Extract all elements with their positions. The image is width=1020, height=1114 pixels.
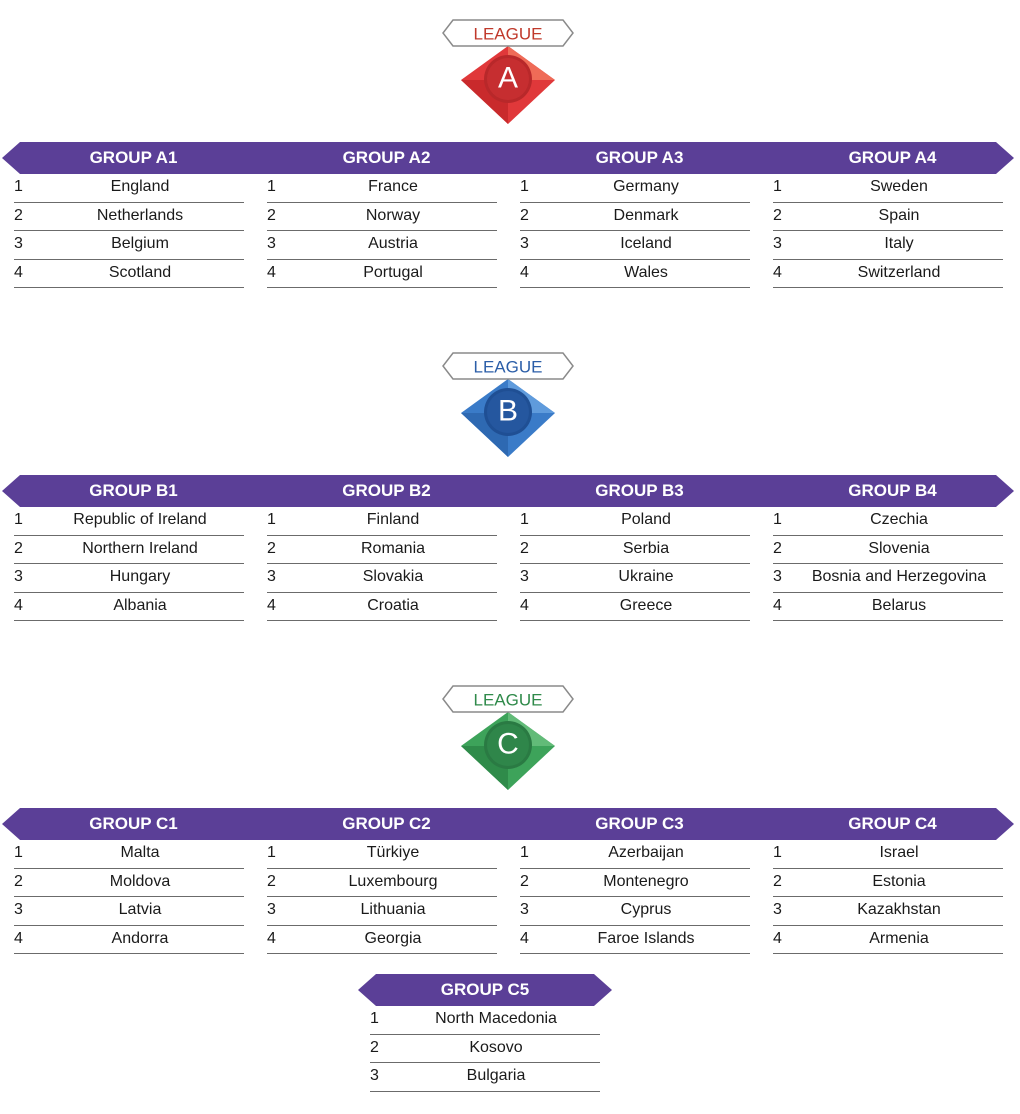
team-name: Andorra (111, 929, 169, 947)
position: 1 (773, 178, 782, 195)
group-a4-title: GROUP A4 (848, 148, 937, 167)
group-c5-title: GROUP C5 (440, 980, 530, 999)
table-row (14, 564, 244, 593)
position: 3 (773, 901, 782, 918)
position: 3 (267, 568, 276, 585)
league-b-letter: B (497, 394, 519, 428)
team-name: Switzerland (857, 263, 941, 281)
position: 4 (267, 929, 276, 947)
team-name: North Macedonia (435, 1010, 557, 1027)
table-row (520, 840, 750, 869)
position: 1 (14, 511, 23, 528)
position: 4 (14, 929, 23, 947)
team-name: Armenia (869, 929, 929, 947)
table-row (773, 536, 1003, 565)
group-c5-table (370, 1006, 600, 1092)
table-row (520, 507, 750, 536)
position: 2 (14, 206, 23, 224)
table-row (14, 260, 244, 289)
team-name: Iceland (620, 235, 672, 252)
table-row (14, 203, 244, 232)
table-row (520, 897, 750, 926)
table-row (773, 203, 1003, 232)
league-a-emblem (437, 18, 579, 130)
table-row (773, 564, 1003, 593)
table-row (370, 1063, 600, 1092)
group-c2-title: GROUP C2 (342, 814, 431, 833)
team-name: Netherlands (96, 206, 184, 224)
group-a4-table (773, 174, 1003, 288)
team-name: Poland (621, 511, 671, 528)
group-c5-band (358, 974, 612, 1006)
group-c1-title: GROUP C1 (89, 814, 178, 833)
table-row (773, 897, 1003, 926)
table-row (773, 926, 1003, 955)
position: 3 (267, 235, 276, 252)
table-row (267, 507, 497, 536)
group-c2-table (267, 840, 497, 954)
group-c1-table (14, 840, 244, 954)
position: 3 (520, 235, 529, 252)
position: 1 (14, 844, 23, 861)
table-row (267, 174, 497, 203)
team-name: Estonia (872, 872, 926, 890)
team-name: Kosovo (469, 1038, 523, 1056)
position: 1 (14, 178, 23, 195)
table-row (520, 593, 750, 622)
position: 1 (267, 178, 276, 195)
position: 2 (520, 206, 529, 224)
position: 4 (14, 596, 23, 614)
group-b1-table (14, 507, 244, 621)
team-name: Croatia (367, 596, 419, 614)
position: 3 (773, 568, 782, 585)
table-row (267, 869, 497, 898)
position: 3 (370, 1067, 379, 1084)
league-c-badge (437, 684, 579, 796)
group-c4-title: GROUP C4 (848, 814, 937, 833)
table-row (267, 536, 497, 565)
group-b3-title: GROUP B3 (595, 481, 684, 500)
team-name: Belarus (871, 596, 927, 614)
team-name: Slovenia (868, 539, 930, 557)
position: 2 (267, 539, 276, 557)
team-name: Türkiye (366, 844, 420, 861)
position: 3 (520, 568, 529, 585)
team-name: Albania (113, 596, 167, 614)
league-a-group-band (2, 142, 1014, 174)
group-c3-table (520, 840, 750, 954)
team-name: Spain (878, 206, 920, 224)
table-row (14, 536, 244, 565)
team-name: Hungary (109, 568, 171, 585)
table-row (773, 869, 1003, 898)
team-name: Bosnia and Herzegovina (811, 568, 987, 585)
position: 2 (773, 872, 782, 890)
position: 3 (773, 235, 782, 252)
position: 2 (267, 206, 276, 224)
league-b-group-band (2, 475, 1014, 507)
position: 4 (520, 263, 529, 281)
team-name: Montenegro (603, 872, 689, 890)
team-name: Latvia (118, 901, 162, 918)
group-b4-table (773, 507, 1003, 621)
group-c3-title: GROUP C3 (595, 814, 684, 833)
table-row (773, 231, 1003, 260)
group-b1-title: GROUP B1 (89, 481, 178, 500)
table-row (520, 926, 750, 955)
position: 4 (14, 263, 23, 281)
team-name: Belgium (111, 235, 169, 252)
table-row (267, 593, 497, 622)
table-row (14, 231, 244, 260)
position: 3 (14, 235, 23, 252)
league-c-letter: C (497, 727, 519, 761)
team-name: Italy (884, 235, 914, 252)
team-name: Sweden (870, 178, 928, 195)
position: 4 (267, 263, 276, 281)
table-row (773, 840, 1003, 869)
team-name: Slovakia (362, 568, 424, 585)
position: 1 (267, 511, 276, 528)
table-row (773, 593, 1003, 622)
team-name: Luxembourg (348, 872, 438, 890)
table-row (773, 260, 1003, 289)
position: 1 (520, 844, 529, 861)
table-row (14, 869, 244, 898)
team-name: England (110, 178, 170, 195)
position: 4 (773, 596, 782, 614)
position: 4 (773, 929, 782, 947)
group-a3-table (520, 174, 750, 288)
league-b-label: LEAGUE (473, 357, 543, 377)
position: 1 (267, 844, 276, 861)
table-row (520, 260, 750, 289)
group-a2-title: GROUP A2 (342, 148, 431, 167)
table-row (267, 926, 497, 955)
table-row (14, 926, 244, 955)
table-row (267, 564, 497, 593)
position: 1 (520, 511, 529, 528)
position: 1 (773, 511, 782, 528)
table-row (267, 897, 497, 926)
table-row (14, 840, 244, 869)
team-name: Israel (879, 844, 919, 861)
team-name: Germany (613, 178, 679, 195)
team-name: France (368, 178, 418, 195)
table-row (14, 897, 244, 926)
team-name: Ukraine (618, 568, 674, 585)
table-row (520, 536, 750, 565)
league-a-badge (437, 18, 579, 130)
group-c4-table (773, 840, 1003, 954)
table-row (520, 203, 750, 232)
position: 4 (267, 596, 276, 614)
table-row (267, 840, 497, 869)
team-name: Czechia (870, 511, 928, 528)
table-row (520, 564, 750, 593)
league-a-letter: A (497, 61, 519, 95)
position: 2 (773, 206, 782, 224)
position: 2 (520, 539, 529, 557)
position: 3 (267, 901, 276, 918)
team-name: Georgia (364, 929, 422, 947)
group-a1-table (14, 174, 244, 288)
table-row (520, 869, 750, 898)
team-name: Moldova (109, 872, 171, 890)
table-row (370, 1035, 600, 1064)
position: 3 (14, 901, 23, 918)
group-a2-table (267, 174, 497, 288)
league-c-emblem (437, 684, 579, 796)
position: 1 (370, 1010, 379, 1027)
group-a3-title: GROUP A3 (595, 148, 684, 167)
team-name: Wales (624, 263, 668, 281)
team-name: Austria (368, 235, 418, 252)
league-b-emblem (437, 351, 579, 463)
league-c-group-band (2, 808, 1014, 840)
position: 4 (520, 929, 529, 947)
table-row (370, 1006, 600, 1035)
table-row (520, 231, 750, 260)
team-name: Norway (365, 206, 421, 224)
team-name: Serbia (622, 539, 670, 557)
group-b2-table (267, 507, 497, 621)
position: 2 (14, 872, 23, 890)
group-a1-title: GROUP A1 (89, 148, 178, 167)
team-name: Kazakhstan (857, 901, 941, 918)
position: 1 (520, 178, 529, 195)
team-name: Faroe Islands (597, 929, 695, 947)
table-row (14, 593, 244, 622)
position: 3 (520, 901, 529, 918)
position: 4 (773, 263, 782, 281)
table-row (773, 507, 1003, 536)
group-b4-title: GROUP B4 (848, 481, 937, 500)
table-row (267, 260, 497, 289)
team-name: Northern Ireland (82, 539, 198, 557)
league-a-label: LEAGUE (473, 24, 543, 44)
position: 2 (520, 872, 529, 890)
table-row (773, 174, 1003, 203)
table-row (520, 174, 750, 203)
team-name: Malta (120, 844, 160, 861)
group-b3-table (520, 507, 750, 621)
position: 1 (773, 844, 782, 861)
team-name: Portugal (363, 263, 423, 281)
team-name: Scotland (108, 263, 172, 281)
team-name: Azerbaijan (608, 844, 684, 861)
position: 4 (520, 596, 529, 614)
league-c-label: LEAGUE (473, 690, 543, 710)
position: 2 (14, 539, 23, 557)
team-name: Romania (360, 539, 426, 557)
position: 3 (14, 568, 23, 585)
team-name: Cyprus (620, 901, 672, 918)
table-row (267, 231, 497, 260)
table-row (14, 507, 244, 536)
table-row (14, 174, 244, 203)
table-row (267, 203, 497, 232)
team-name: Republic of Ireland (73, 511, 207, 528)
group-b2-title: GROUP B2 (342, 481, 431, 500)
team-name: Finland (366, 511, 420, 528)
league-b-badge (437, 351, 579, 463)
position: 2 (370, 1038, 379, 1056)
position: 2 (267, 872, 276, 890)
team-name: Greece (619, 596, 673, 614)
team-name: Denmark (613, 206, 679, 224)
position: 2 (773, 539, 782, 557)
team-name: Bulgaria (466, 1067, 526, 1084)
team-name: Lithuania (360, 901, 426, 918)
